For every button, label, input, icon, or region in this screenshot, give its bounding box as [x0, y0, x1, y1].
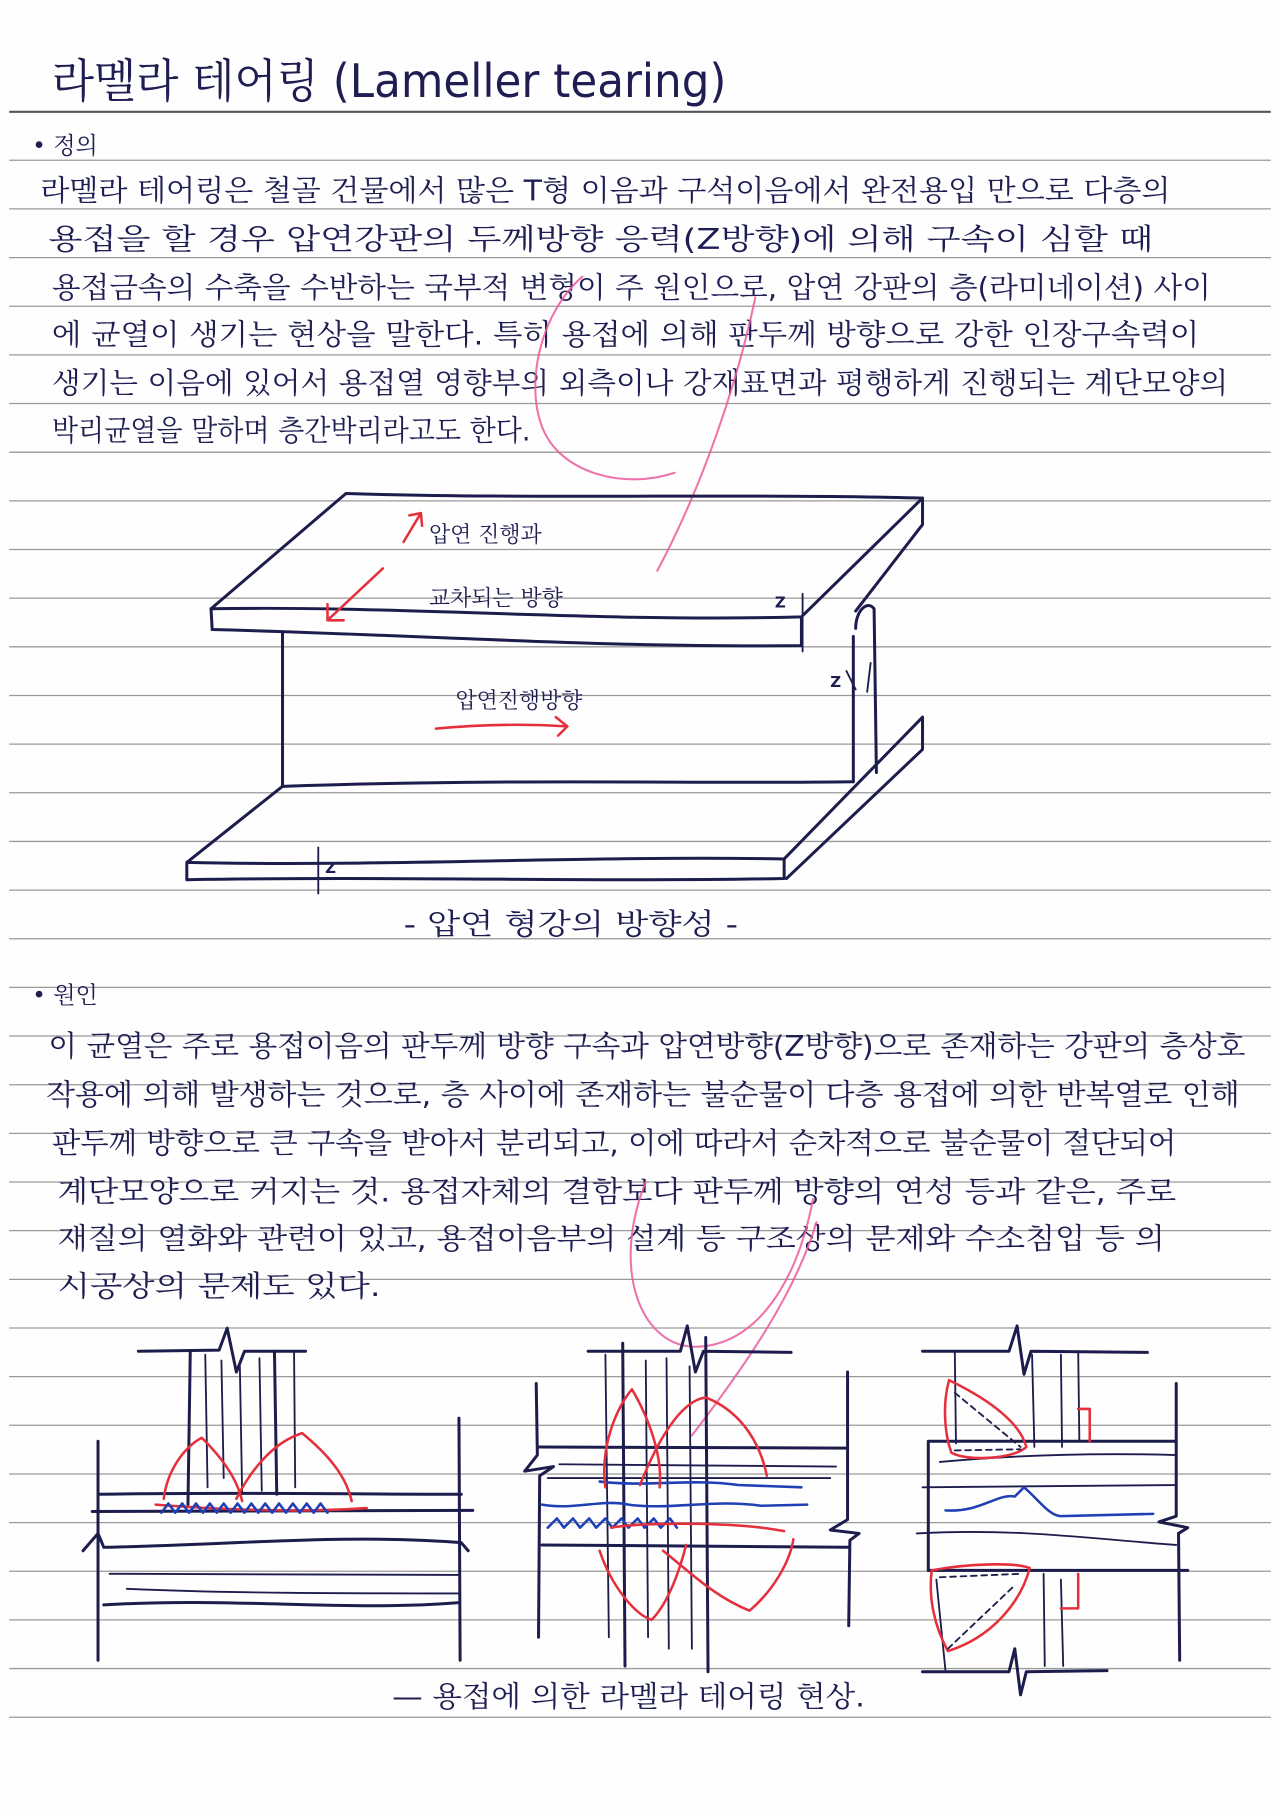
arrow-right-icon [436, 717, 567, 735]
definition-line: 생기는 이음에 있어서 용접열 영향부의 외측이나 강재표면과 평행하게 진행되는 계단모양의 [51, 366, 1229, 401]
page-title: 라멜라 테어링 (Lameller tearing) [51, 53, 727, 108]
z-label: Z [325, 858, 337, 877]
z-label: Z [830, 673, 842, 692]
definition-line: 라멜라 테어링은 철골 건물에서 많은 T형 이음과 구석이음에서 완전용입 만으로 다층의 [40, 173, 1171, 208]
cause-line: 판두께 방향으로 큰 구속을 받아서 분리되고, 이에 따라서 순차적으로 불순물이 절단되어 [51, 1125, 1177, 1160]
cause-line: 시공상의 문제도 있다. [57, 1268, 381, 1303]
figure2-caption: — 용접에 의한 라멜라 테어링 현상. [392, 1679, 865, 1714]
highlighter-mark [631, 1182, 817, 1436]
weld-diagram-offset-joint [917, 1326, 1188, 1695]
cause-line: 재질의 열화와 관련이 있고, 용접이음부의 설계 등 구조상의 문제와 수소침입 등 의 [57, 1221, 1165, 1256]
arrow-down-left-icon [327, 568, 382, 620]
weld-diagram-t-joint [83, 1328, 473, 1660]
definition-line: 박리균열을 말하며 층간박리라고도 한다. [51, 413, 531, 448]
arrow-up-right-icon [404, 513, 422, 542]
z-label: Z [774, 593, 786, 612]
cross-direction-label: 압연 진행과 [428, 522, 542, 548]
figure1-caption: - 압연 형강의 방향성 - [403, 906, 739, 941]
definition-heading: • 정의 [32, 133, 98, 160]
cause-line: 계단모양으로 커지는 것. 용접자체의 결함보다 판두께 방향의 연성 등과 같은, 주로 [57, 1174, 1177, 1209]
definition-line: 용접을 할 경우 압연강판의 두께방향 응력(Z방향)에 의해 구속이 심할 때 [48, 222, 1154, 257]
definition-line: 용접금속의 수축을 수반하는 국부적 변형이 주 원인으로, 압연 강판의 층(라미네이션) 사이 [51, 270, 1211, 305]
cause-heading: • 원인 [32, 983, 98, 1010]
i-beam-diagram [187, 493, 923, 940]
rolling-direction-label: 압연진행방향 [455, 688, 583, 714]
cause-line: 이 균열은 주로 용접이음의 판두께 방향 구속과 압연방향(Z방향)으로 존재하는 강판의 층상호 [48, 1029, 1246, 1064]
definition-line: 에 균열이 생기는 현상을 말한다. 특히 용접에 의해 판두께 방향으로 강한 인장구속력이 [51, 317, 1200, 352]
cross-direction-label: 교차되는 방향 [428, 586, 563, 612]
cause-line: 작용에 의해 발생하는 것으로, 층 사이에 존재하는 불순물이 다층 용접에 의한 반복열로 인해 [46, 1077, 1240, 1112]
